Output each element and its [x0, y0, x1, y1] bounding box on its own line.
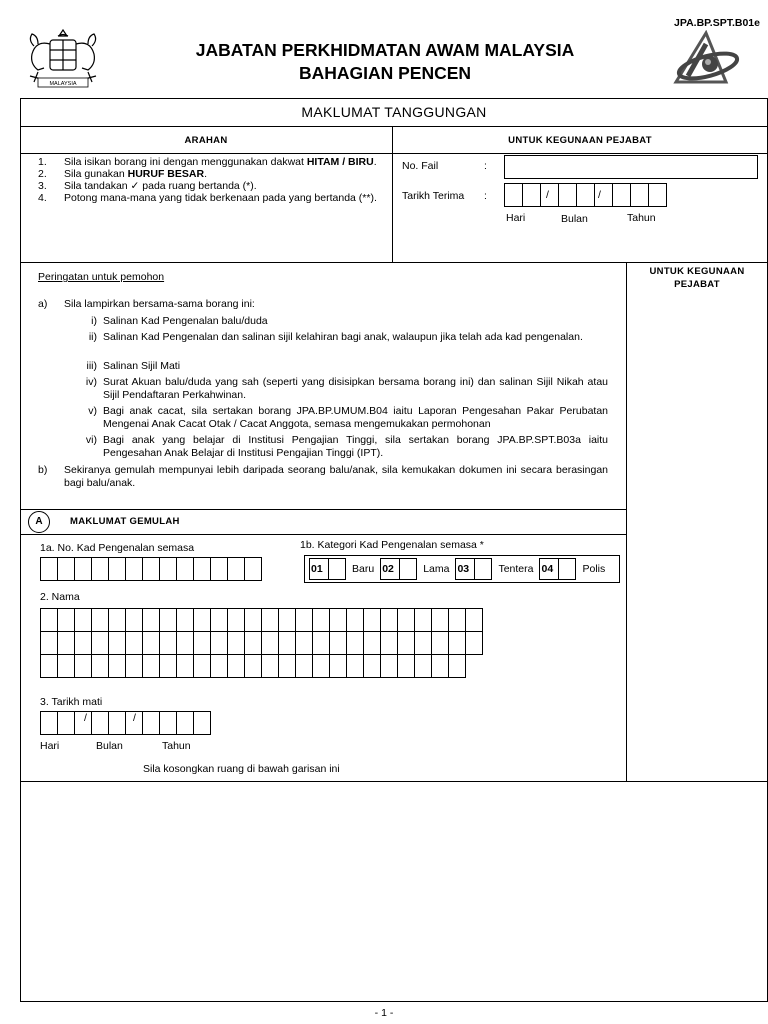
peringatan-item: iii) Salinan Sijil Mati [86, 360, 181, 372]
death-date-input[interactable] [40, 711, 211, 735]
divider [20, 153, 768, 154]
divider [392, 126, 393, 262]
category-code: 03 [455, 558, 475, 580]
peringatan-item: v) Bagi anak cacat, sila sertakan borang JPA.BP.UMUM.B04 iaitu Laporan Pengesahan Pakar Perubatan Mengenai Anak Cacat Otak / Cacat Anggota, semasa mengemukakan permohonan [88, 405, 608, 430]
no-fail-input[interactable] [504, 155, 758, 179]
name-row[interactable] [40, 608, 483, 632]
arahan-item: 4. Potong mana-mana yang tidak berkenaan pada yang bertanda (**). [38, 192, 377, 204]
page-number: - 1 - [374, 1007, 394, 1019]
peringatan-heading: Peringatan untuk pemohon [38, 271, 165, 283]
name-row[interactable] [40, 631, 483, 655]
divider [20, 534, 626, 535]
office-use-heading: UNTUK KEGUNAAN PEJABAT [508, 135, 652, 146]
ic-label: 1a. No. Kad Pengenalan semasa [40, 542, 195, 554]
arahan-list [38, 156, 383, 204]
pension-logo [668, 30, 746, 92]
divider [626, 262, 627, 781]
org-division: BAHAGIAN PENCEN [298, 63, 472, 83]
date-separator: / [598, 189, 601, 201]
divider [20, 781, 768, 782]
category-label: Baru [352, 563, 375, 575]
side-office-heading: UNTUK KEGUNAAN PEJABAT [649, 266, 745, 290]
peringatan-item: vi) Bagi anak yang belajar di Institusi Pengajian Tinggi, sila sertakan borang JPA.BP.SPT.B03a iaitu Pengesahan Anak Belajar di Institusi Pengajian Tinggi (IPT). [85, 434, 608, 459]
hari-label: Hari [506, 212, 526, 224]
category-checkbox-tentera[interactable] [475, 558, 492, 580]
category-label: Lama [423, 563, 450, 575]
malaysia-crest-logo [22, 26, 104, 92]
section-a-title: MAKLUMAT GEMULAH [70, 516, 180, 527]
ic-category-group [304, 555, 620, 583]
category-code: 02 [380, 558, 400, 580]
name-input[interactable] [40, 608, 483, 678]
tarikh-terima-label: Tarikh Terima [402, 190, 465, 202]
blank-area-note: Sila kosongkan ruang di bawah garisan ini [143, 763, 340, 775]
peringatan-item: i) Salinan Kad Pengenalan balu/duda [91, 315, 268, 327]
divider [20, 126, 768, 127]
category-checkbox-baru[interactable] [329, 558, 346, 580]
form-title: MAKLUMAT TANGGUNGAN [301, 104, 487, 120]
arahan-item: 3. Sila tandakan ✓ pada ruang bertanda (*). [38, 180, 257, 192]
arahan-heading: ARAHAN [184, 135, 228, 146]
no-fail-label: No. Fail [402, 160, 439, 172]
bulan-label: Bulan [561, 213, 588, 225]
category-code: 04 [539, 558, 559, 580]
peringatan-item: ii) Salinan Kad Pengenalan dan salinan sijil kelahiran bagi anak, walaupun jika telah ada kad pengenalan. [88, 331, 583, 343]
date-separator: / [133, 712, 136, 724]
date-separator: / [546, 189, 549, 201]
category-checkbox-polis[interactable] [559, 558, 576, 580]
death-date-label: 3. Tarikh mati [40, 696, 103, 708]
ic-number-input[interactable] [40, 557, 262, 581]
divider [20, 509, 626, 510]
colon: : [484, 190, 487, 202]
name-label: 2. Nama [40, 591, 80, 603]
tarikh-terima-input[interactable] [504, 183, 667, 207]
colon: : [484, 160, 487, 172]
peringatan-item: iv) Surat Akuan balu/duda yang sah (seperti yang disisipkan bersama borang ini) dan salinan Sijil Nikah atau Sijil Pendaftaran Perkahwinan. [85, 376, 608, 401]
category-checkbox-lama[interactable] [400, 558, 417, 580]
org-name: JABATAN PERKHIDMATAN AWAM MALAYSIA [195, 40, 575, 60]
category-label: Tentera [498, 563, 534, 575]
tahun-label: Tahun [627, 212, 656, 224]
section-a-badge: A [28, 511, 50, 533]
tahun-label: Tahun [162, 740, 191, 752]
bulan-label: Bulan [96, 740, 123, 752]
arahan-item: 2. Sila gunakan HURUF BESAR. [38, 168, 207, 180]
date-separator: / [84, 712, 87, 724]
peringatan-b: b) Sekiranya gemulah mempunyai lebih daripada seorang balu/anak, sila kemukakan dokumen ini secara berasingan bagi balu/anak. [38, 464, 608, 489]
divider [20, 262, 768, 263]
form-code: JPA.BP.SPT.B01e [674, 17, 760, 29]
arahan-item: 1. Sila isikan borang ini dengan menggunakan dakwat HITAM / BIRU. [38, 156, 377, 168]
crest-text: MALAYSIA [49, 81, 77, 87]
category-label: Polis [582, 563, 606, 575]
category-code: 01 [309, 558, 329, 580]
peringatan-a: a) Sila lampirkan bersama-sama borang ini: [38, 298, 255, 310]
name-row[interactable] [40, 654, 483, 678]
ic-category-label: 1b. Kategori Kad Pengenalan semasa * [300, 539, 484, 551]
hari-label: Hari [40, 740, 60, 752]
